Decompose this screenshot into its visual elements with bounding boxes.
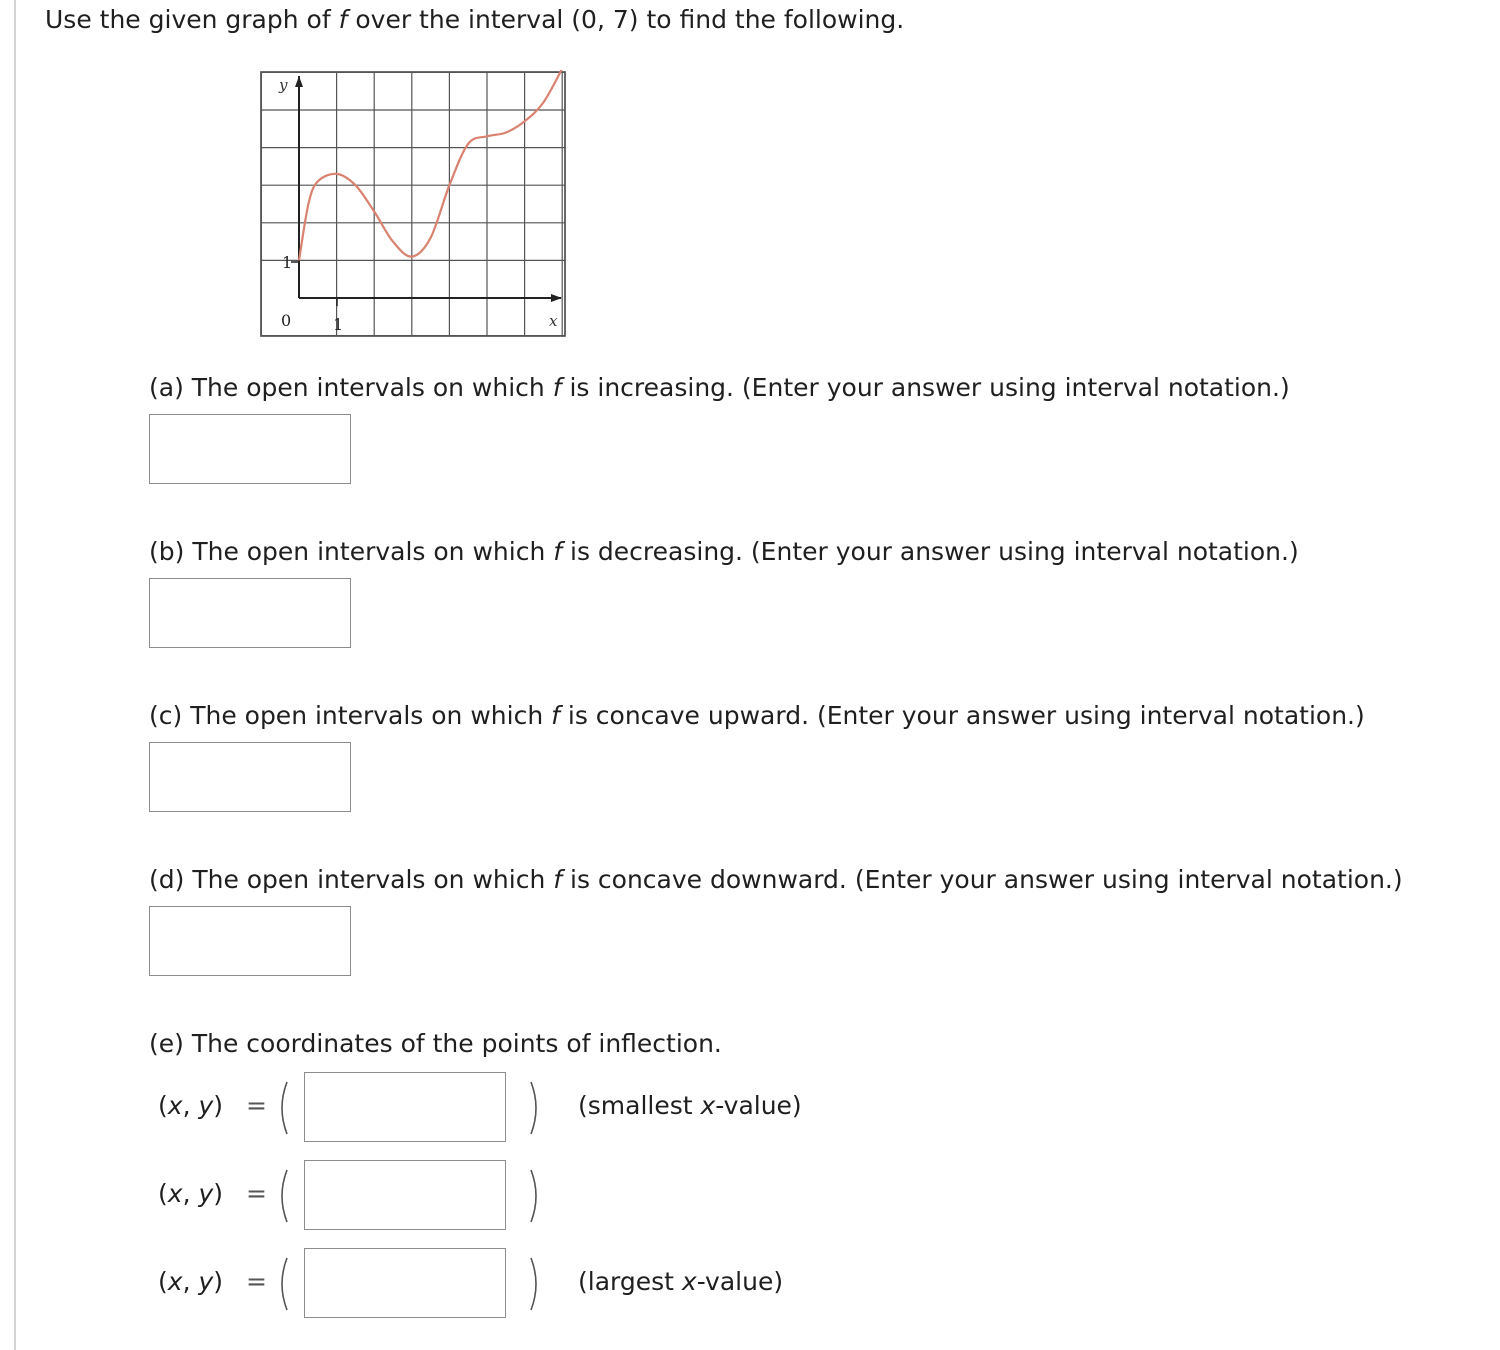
y-axis-label: y — [279, 76, 288, 94]
question-b-label: (b) The open intervals on which f is decreasing. (Enter your answer using interval notation.) — [149, 537, 1299, 566]
x-tick-label: 1 — [333, 315, 344, 334]
question-e-label: (e) The coordinates of the points of inflection. — [149, 1029, 722, 1058]
graph-frame — [261, 72, 565, 336]
equals-sign: = — [246, 1179, 267, 1208]
inflection-row-1 — [158, 1072, 858, 1144]
inflection-point-1-input[interactable] — [304, 1072, 506, 1142]
largest-x-note: (largest x-value) — [578, 1267, 784, 1296]
answer-b-input[interactable] — [149, 578, 351, 648]
open-paren — [276, 1256, 290, 1312]
function-graph — [259, 70, 567, 340]
problem-prompt: Use the given graph of f over the interval (0, 7) to find the following. — [45, 5, 905, 34]
equals-sign: = — [246, 1091, 267, 1120]
x-axis-label: x — [549, 312, 558, 330]
answer-a-input[interactable] — [149, 414, 351, 484]
close-paren — [528, 1168, 542, 1224]
open-paren — [276, 1168, 290, 1224]
question-a-label: (a) The open intervals on which f is increasing. (Enter your answer using interval notation.) — [149, 373, 1290, 402]
smallest-x-note: (smallest x-value) — [578, 1091, 802, 1120]
answer-c-input[interactable] — [149, 742, 351, 812]
close-paren — [528, 1256, 542, 1312]
answer-d-input[interactable] — [149, 906, 351, 976]
equals-sign: = — [246, 1267, 267, 1296]
inflection-row-3 — [158, 1248, 858, 1320]
inflection-point-3-input[interactable] — [304, 1248, 506, 1318]
left-border — [14, 0, 16, 1350]
inflection-row-2 — [158, 1160, 858, 1232]
question-c-label: (c) The open intervals on which f is concave upward. (Enter your answer using interval notation.) — [149, 701, 1365, 730]
open-paren — [276, 1080, 290, 1136]
y-tick-label: 1 — [282, 253, 293, 272]
point-label: (x, y) — [158, 1179, 224, 1208]
origin-label: 0 — [281, 311, 292, 330]
point-label: (x, y) — [158, 1091, 224, 1120]
inflection-point-2-input[interactable] — [304, 1160, 506, 1230]
close-paren — [528, 1080, 542, 1136]
point-label: (x, y) — [158, 1267, 224, 1296]
question-d-label: (d) The open intervals on which f is concave downward. (Enter your answer using interval notation.) — [149, 865, 1403, 894]
